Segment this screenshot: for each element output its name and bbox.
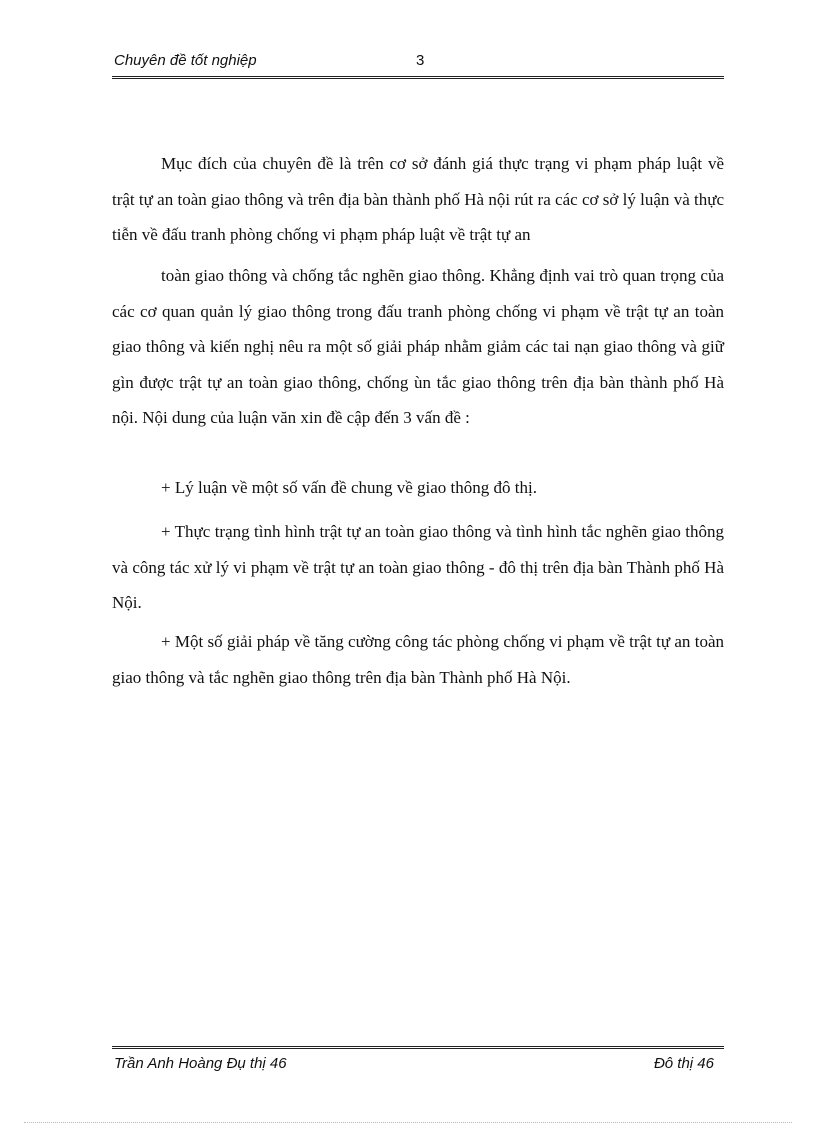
footer-class: Đô thị 46 <box>653 1055 714 1072</box>
paragraph-purpose: Mục đích của chuyên đề là trên cơ sở đánh giá thực trạng vi phạm pháp luật về trật tự an toàn giao thông và trên địa bàn thành phố Hà nội rút ra các cơ sở lý luận và thực tiễn về đấu tranh phòng chống vi phạm pháp luật về trật tự an <box>112 154 724 244</box>
page-number: 3 <box>416 52 425 69</box>
list-item-theory: + Lý luận về một số vấn đề chung về giao thông đô thị. <box>161 478 537 497</box>
list-item-situation: + Thực trạng tình hình trật tự an toàn giao thông và tình hình tắc nghẽn giao thông và công tác xử lý vi phạm về trật tự an toàn giao thông - đô thị trên địa bàn Thành phố Hà Nội. <box>112 522 724 612</box>
list-item-solutions: + Một số giải pháp về tăng cường công tác phòng chống vi phạm về trật tự an toàn giao thông và tắc nghẽn giao thông trên địa bàn Thành phố Hà Nội. <box>112 632 724 687</box>
paragraph-content: toàn giao thông và chống tắc nghẽn giao thông. Khẳng định vai trò quan trọng của các cơ quan quản lý giao thông trong đấu tranh phòng chống vi phạm về trật tự an toàn giao thông và kiến nghị nêu ra một số giải pháp nhằm giảm các tai nạn giao thông và giữ gìn được trật tự an toàn giao thông, chống ùn tắc giao thông trên địa bàn thành phố Hà nội. Nội dung của luận văn xin đề cập đến 3 vấn đề : <box>112 266 724 427</box>
page-footer <box>112 1046 724 1075</box>
header-title: Chuyên đề tốt nghiệp <box>114 52 257 69</box>
page-header <box>112 52 724 79</box>
footer-author: Trần Anh Hoàng Đụ thị 46 <box>114 1055 287 1072</box>
